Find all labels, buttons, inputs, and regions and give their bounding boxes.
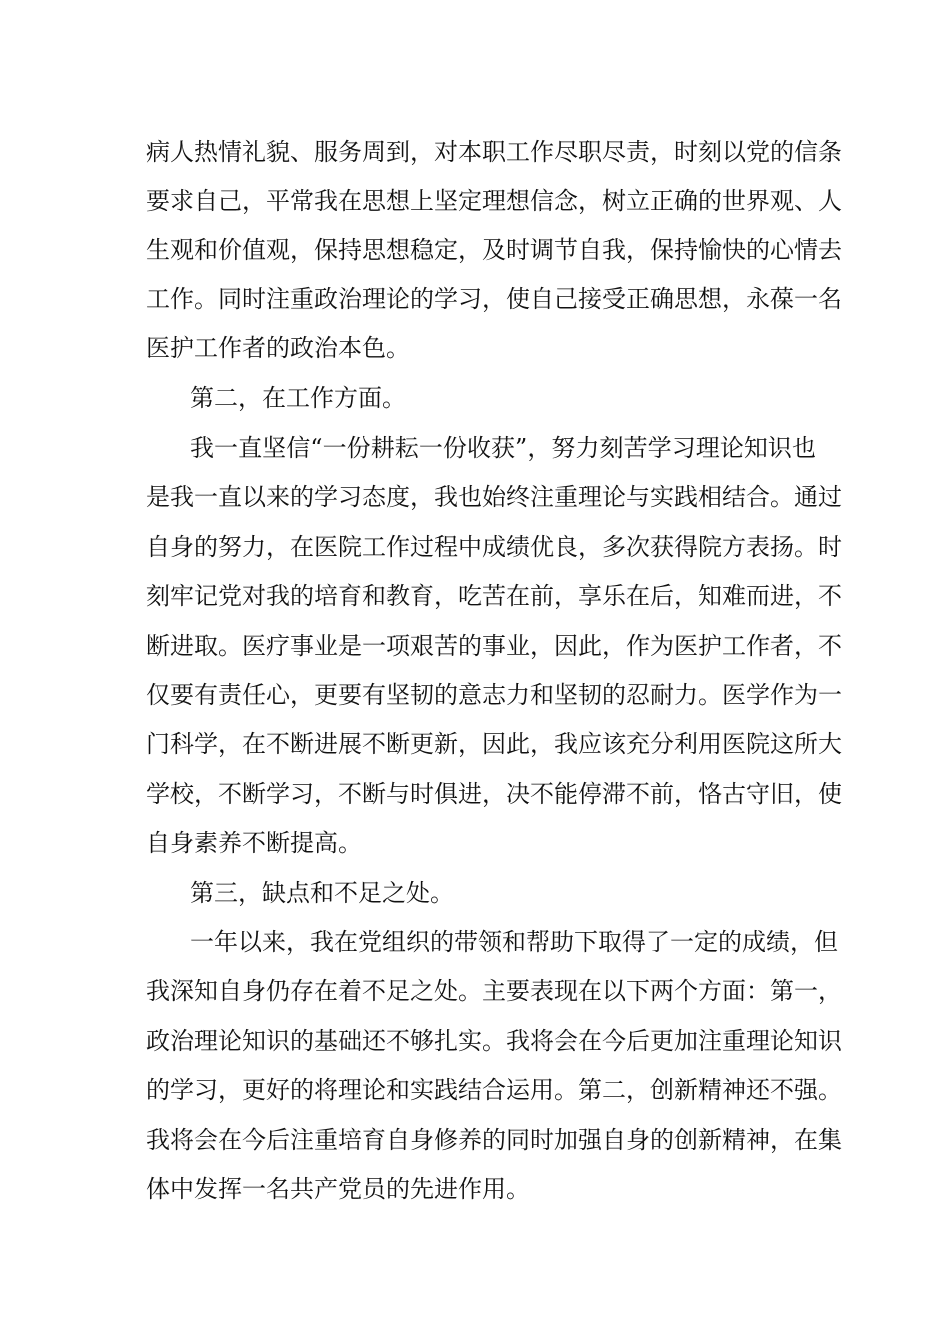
- paragraph-2-line: 断进取。医疗事业是一项艰苦的事业，因此，作为医护工作者，不: [146, 632, 842, 660]
- section-heading-work: 第二，在工作方面。: [190, 384, 406, 412]
- paragraph-1-line: 病人热情礼貌、服务周到，对本职工作尽职尽责，时刻以党的信条: [146, 138, 842, 166]
- paragraph-2-line: 我一直坚信“一份耕耘一份收获”，努力刻苦学习理论知识也: [190, 434, 816, 462]
- paragraph-3-line: 体中发挥一名共产党员的先进作用。: [146, 1175, 530, 1203]
- paragraph-3-line: 的学习，更好的将理论和实践结合运用。第二，创新精神还不强。: [146, 1076, 842, 1104]
- paragraph-2-line: 自身的努力，在医院工作过程中成绩优良，多次获得院方表扬。时: [146, 533, 842, 561]
- paragraph-2-line: 刻牢记党对我的培育和教育，吃苦在前，享乐在后，知难而进，不: [146, 582, 842, 610]
- paragraph-2-line: 学校，不断学习，不断与时俱进，决不能停滞不前，恪古守旧，使: [146, 780, 842, 808]
- paragraph-1-line: 要求自己，平常我在思想上坚定理想信念，树立正确的世界观、人: [146, 187, 842, 215]
- paragraph-1-line: 生观和价值观，保持思想稳定，及时调节自我，保持愉快的心情去: [146, 236, 842, 264]
- paragraph-2-line: 门科学，在不断进展不断更新，因此，我应该充分利用医院这所大: [146, 730, 842, 758]
- paragraph-2-line: 自身素养不断提高。: [146, 829, 362, 857]
- paragraph-1-line: 医护工作者的政治本色。: [146, 334, 410, 362]
- paragraph-3-line: 我将会在今后注重培育自身修养的同时加强自身的创新精神，在集: [146, 1126, 842, 1154]
- paragraph-3-line: 一年以来，我在党组织的带领和帮助下取得了一定的成绩，但: [190, 928, 838, 956]
- paragraph-3-line: 政治理论知识的基础还不够扎实。我将会在今后更加注重理论知识: [146, 1027, 842, 1055]
- section-heading-shortcomings: 第三，缺点和不足之处。: [190, 879, 454, 907]
- paragraph-1-line: 工作。同时注重政治理论的学习，使自己接受正确思想，永葆一名: [146, 285, 842, 313]
- paragraph-2-line: 仅要有责任心，更要有坚韧的意志力和坚韧的忍耐力。医学作为一: [146, 681, 842, 709]
- paragraph-2-line: 是我一直以来的学习态度，我也始终注重理论与实践相结合。通过: [146, 483, 842, 511]
- paragraph-3-line: 我深知自身仍存在着不足之处。主要表现在以下两个方面：第一，: [146, 977, 842, 1005]
